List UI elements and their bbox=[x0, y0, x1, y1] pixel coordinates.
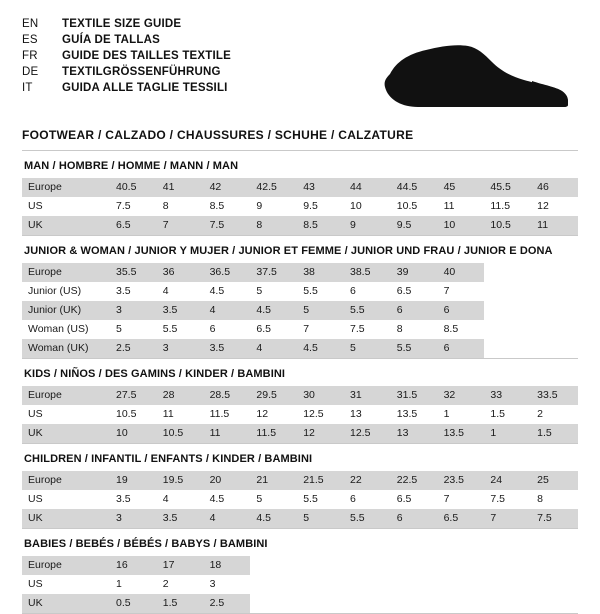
size-cell: 39 bbox=[391, 263, 438, 282]
size-cell: 33 bbox=[484, 386, 531, 405]
size-cell: 36 bbox=[157, 263, 204, 282]
size-cell: 5.5 bbox=[157, 320, 204, 339]
size-cell: 44 bbox=[344, 178, 391, 197]
size-cell: 3 bbox=[204, 575, 251, 594]
size-blocks bbox=[22, 151, 578, 614]
size-cell: 1.5 bbox=[484, 405, 531, 424]
size-cell: 1.5 bbox=[531, 424, 578, 443]
section-title: FOOTWEAR / CALZADO / CHAUSSURES / SCHUHE / CALZATURE bbox=[22, 128, 414, 142]
filler-cell bbox=[484, 320, 578, 339]
size-cell: 21 bbox=[250, 471, 297, 490]
filler-cell bbox=[484, 339, 578, 358]
size-cell: 8 bbox=[531, 490, 578, 509]
size-cell: 32 bbox=[438, 386, 485, 405]
language-row bbox=[22, 34, 231, 50]
table-row bbox=[22, 320, 578, 339]
size-cell: 5 bbox=[344, 339, 391, 358]
row-label: Junior (UK) bbox=[22, 301, 110, 320]
size-cell: 40 bbox=[438, 263, 485, 282]
size-cell: 1 bbox=[110, 575, 157, 594]
size-cell: 1 bbox=[438, 405, 485, 424]
size-table bbox=[22, 386, 578, 443]
size-cell: 5.5 bbox=[344, 301, 391, 320]
size-cell: 3.5 bbox=[157, 301, 204, 320]
row-label: UK bbox=[22, 216, 110, 235]
size-table bbox=[22, 178, 578, 235]
size-cell: 5.5 bbox=[297, 282, 344, 301]
size-block-title: BABIES / BEBÉS / BÉBÉS / BABYS / BAMBINI bbox=[24, 538, 268, 550]
size-cell: 12.5 bbox=[344, 424, 391, 443]
size-cell: 11 bbox=[438, 197, 485, 216]
size-cell: 7.5 bbox=[204, 216, 251, 235]
language-code: EN bbox=[22, 18, 39, 30]
size-cell: 31.5 bbox=[391, 386, 438, 405]
size-cell: 9.5 bbox=[391, 216, 438, 235]
language-title: GUIDE DES TAILLES TEXTILE bbox=[62, 50, 231, 62]
size-cell: 40.5 bbox=[110, 178, 157, 197]
filler-cell bbox=[484, 282, 578, 301]
language-title: TEXTILGRÖSSENFÜHRUNG bbox=[62, 66, 221, 78]
size-cell: 7.5 bbox=[110, 197, 157, 216]
size-cell: 44.5 bbox=[391, 178, 438, 197]
size-cell: 5 bbox=[250, 490, 297, 509]
size-cell: 7.5 bbox=[484, 490, 531, 509]
size-cell: 1.5 bbox=[157, 594, 204, 613]
size-cell: 6 bbox=[344, 282, 391, 301]
size-cell: 10.5 bbox=[110, 405, 157, 424]
size-cell: 12 bbox=[531, 197, 578, 216]
size-cell: 18 bbox=[204, 556, 251, 575]
size-cell: 38 bbox=[297, 263, 344, 282]
size-cell: 19 bbox=[110, 471, 157, 490]
size-cell: 46 bbox=[531, 178, 578, 197]
size-block bbox=[22, 529, 578, 614]
size-cell: 42 bbox=[204, 178, 251, 197]
size-cell: 4 bbox=[157, 282, 204, 301]
table-row bbox=[22, 216, 578, 235]
dress-shoe-icon bbox=[382, 34, 572, 112]
row-label: Junior (US) bbox=[22, 282, 110, 301]
table-row bbox=[22, 509, 578, 528]
size-cell: 6 bbox=[204, 320, 251, 339]
size-cell: 30 bbox=[297, 386, 344, 405]
row-label: Europe bbox=[22, 556, 110, 575]
size-cell: 12 bbox=[297, 424, 344, 443]
size-cell: 8.5 bbox=[297, 216, 344, 235]
size-cell: 9 bbox=[344, 216, 391, 235]
size-cell: 22 bbox=[344, 471, 391, 490]
size-cell: 5 bbox=[250, 282, 297, 301]
size-cell: 43 bbox=[297, 178, 344, 197]
size-cell: 17 bbox=[157, 556, 204, 575]
table-row bbox=[22, 471, 578, 490]
row-label: Woman (US) bbox=[22, 320, 110, 339]
size-cell: 3 bbox=[157, 339, 204, 358]
size-cell: 5 bbox=[110, 320, 157, 339]
table-row bbox=[22, 339, 578, 358]
table-row bbox=[22, 301, 578, 320]
size-cell: 2 bbox=[157, 575, 204, 594]
size-table bbox=[22, 556, 578, 613]
size-table bbox=[22, 263, 578, 358]
size-cell: 10 bbox=[344, 197, 391, 216]
filler-cell bbox=[250, 556, 578, 575]
size-cell: 7 bbox=[157, 216, 204, 235]
size-cell: 24 bbox=[484, 471, 531, 490]
size-cell: 5.5 bbox=[344, 509, 391, 528]
size-cell: 8 bbox=[157, 197, 204, 216]
size-cell: 3.5 bbox=[110, 282, 157, 301]
table-row bbox=[22, 263, 578, 282]
row-label: Europe bbox=[22, 471, 110, 490]
size-cell: 4.5 bbox=[204, 282, 251, 301]
size-cell: 11.5 bbox=[250, 424, 297, 443]
size-cell: 12 bbox=[250, 405, 297, 424]
size-cell: 3 bbox=[110, 509, 157, 528]
size-cell: 11 bbox=[204, 424, 251, 443]
size-cell: 6.5 bbox=[438, 509, 485, 528]
table-row bbox=[22, 490, 578, 509]
size-cell: 7 bbox=[484, 509, 531, 528]
size-cell: 37.5 bbox=[250, 263, 297, 282]
language-code: FR bbox=[22, 50, 38, 62]
filler-cell bbox=[484, 301, 578, 320]
size-block-title: MAN / HOMBRE / HOMME / MANN / MAN bbox=[24, 160, 239, 172]
size-cell: 45.5 bbox=[484, 178, 531, 197]
size-cell: 23.5 bbox=[438, 471, 485, 490]
size-cell: 38.5 bbox=[344, 263, 391, 282]
size-block-title: CHILDREN / INFANTIL / ENFANTS / KINDER / BAMBINI bbox=[24, 453, 313, 465]
row-label: US bbox=[22, 490, 110, 509]
size-cell: 7 bbox=[438, 282, 485, 301]
size-cell: 5.5 bbox=[391, 339, 438, 358]
size-cell: 36.5 bbox=[204, 263, 251, 282]
size-cell: 13.5 bbox=[438, 424, 485, 443]
size-cell: 4 bbox=[250, 339, 297, 358]
size-cell: 42.5 bbox=[250, 178, 297, 197]
size-cell: 25 bbox=[531, 471, 578, 490]
size-block bbox=[22, 359, 578, 444]
size-cell: 5 bbox=[297, 509, 344, 528]
size-cell: 22.5 bbox=[391, 471, 438, 490]
table-row bbox=[22, 386, 578, 405]
header bbox=[22, 18, 578, 112]
size-cell: 13 bbox=[344, 405, 391, 424]
size-cell: 6.5 bbox=[250, 320, 297, 339]
row-label: UK bbox=[22, 424, 110, 443]
size-cell: 8 bbox=[250, 216, 297, 235]
size-cell: 3.5 bbox=[204, 339, 251, 358]
size-block bbox=[22, 151, 578, 236]
size-cell: 8.5 bbox=[438, 320, 485, 339]
size-cell: 29.5 bbox=[250, 386, 297, 405]
size-cell: 13 bbox=[391, 424, 438, 443]
size-cell: 35.5 bbox=[110, 263, 157, 282]
size-cell: 1 bbox=[484, 424, 531, 443]
row-label: US bbox=[22, 405, 110, 424]
size-cell: 7 bbox=[297, 320, 344, 339]
size-cell: 5 bbox=[297, 301, 344, 320]
size-cell: 33.5 bbox=[531, 386, 578, 405]
size-cell: 28.5 bbox=[204, 386, 251, 405]
size-cell: 2.5 bbox=[204, 594, 251, 613]
size-cell: 45 bbox=[438, 178, 485, 197]
size-cell: 4 bbox=[204, 509, 251, 528]
size-cell: 4 bbox=[204, 301, 251, 320]
size-cell: 12.5 bbox=[297, 405, 344, 424]
size-cell: 11 bbox=[157, 405, 204, 424]
row-label: Europe bbox=[22, 386, 110, 405]
size-cell: 7 bbox=[438, 490, 485, 509]
table-row bbox=[22, 282, 578, 301]
language-code: DE bbox=[22, 66, 39, 78]
size-block-title: JUNIOR & WOMAN / JUNIOR Y MUJER / JUNIOR ET FEMME / JUNIOR UND FRAU / JUNIOR E DONA bbox=[24, 245, 553, 257]
row-label: Europe bbox=[22, 178, 110, 197]
size-block bbox=[22, 236, 578, 359]
row-label: UK bbox=[22, 594, 110, 613]
language-code: ES bbox=[22, 34, 38, 46]
size-cell: 10.5 bbox=[391, 197, 438, 216]
size-cell: 21.5 bbox=[297, 471, 344, 490]
size-cell: 6.5 bbox=[391, 490, 438, 509]
size-cell: 19.5 bbox=[157, 471, 204, 490]
size-cell: 3.5 bbox=[110, 490, 157, 509]
size-cell: 10 bbox=[110, 424, 157, 443]
language-title: GUÍA DE TALLAS bbox=[62, 34, 160, 46]
size-cell: 2 bbox=[531, 405, 578, 424]
size-cell: 4 bbox=[157, 490, 204, 509]
size-cell: 28 bbox=[157, 386, 204, 405]
size-block bbox=[22, 444, 578, 529]
language-title-list bbox=[22, 18, 231, 98]
size-cell: 7.5 bbox=[344, 320, 391, 339]
size-cell: 10.5 bbox=[157, 424, 204, 443]
size-cell: 6 bbox=[438, 301, 485, 320]
size-cell: 4.5 bbox=[250, 301, 297, 320]
language-row bbox=[22, 18, 231, 34]
size-cell: 5.5 bbox=[297, 490, 344, 509]
table-row bbox=[22, 197, 578, 216]
size-cell: 8.5 bbox=[204, 197, 251, 216]
size-cell: 6 bbox=[391, 509, 438, 528]
size-cell: 11 bbox=[531, 216, 578, 235]
language-code: IT bbox=[22, 82, 33, 94]
size-cell: 6 bbox=[438, 339, 485, 358]
size-cell: 13.5 bbox=[391, 405, 438, 424]
size-cell: 11.5 bbox=[484, 197, 531, 216]
row-label: US bbox=[22, 197, 110, 216]
size-cell: 4.5 bbox=[297, 339, 344, 358]
size-cell: 9.5 bbox=[297, 197, 344, 216]
row-label: UK bbox=[22, 509, 110, 528]
size-cell: 6.5 bbox=[391, 282, 438, 301]
filler-cell bbox=[250, 594, 578, 613]
size-cell: 10 bbox=[438, 216, 485, 235]
table-row bbox=[22, 575, 578, 594]
size-cell: 20 bbox=[204, 471, 251, 490]
language-title: TEXTILE SIZE GUIDE bbox=[62, 18, 182, 30]
table-row bbox=[22, 594, 578, 613]
table-row bbox=[22, 424, 578, 443]
size-cell: 3 bbox=[110, 301, 157, 320]
size-cell: 2.5 bbox=[110, 339, 157, 358]
size-cell: 7.5 bbox=[531, 509, 578, 528]
size-cell: 0.5 bbox=[110, 594, 157, 613]
size-cell: 41 bbox=[157, 178, 204, 197]
language-title: GUIDA ALLE TAGLIE TESSILI bbox=[62, 82, 228, 94]
size-cell: 27.5 bbox=[110, 386, 157, 405]
size-cell: 4.5 bbox=[204, 490, 251, 509]
language-row bbox=[22, 50, 231, 66]
table-row bbox=[22, 405, 578, 424]
filler-cell bbox=[484, 263, 578, 282]
size-cell: 8 bbox=[391, 320, 438, 339]
table-row bbox=[22, 556, 578, 575]
row-label: US bbox=[22, 575, 110, 594]
size-block-title: KIDS / NIÑOS / DES GAMINS / KINDER / BAMBINI bbox=[24, 368, 286, 380]
size-cell: 6 bbox=[391, 301, 438, 320]
size-table bbox=[22, 471, 578, 528]
filler-cell bbox=[250, 575, 578, 594]
row-label: Europe bbox=[22, 263, 110, 282]
size-cell: 9 bbox=[250, 197, 297, 216]
table-row bbox=[22, 178, 578, 197]
size-cell: 4.5 bbox=[250, 509, 297, 528]
size-cell: 31 bbox=[344, 386, 391, 405]
language-row bbox=[22, 66, 231, 82]
size-cell: 6.5 bbox=[110, 216, 157, 235]
size-cell: 3.5 bbox=[157, 509, 204, 528]
language-row bbox=[22, 82, 231, 98]
size-cell: 11.5 bbox=[204, 405, 251, 424]
size-cell: 16 bbox=[110, 556, 157, 575]
row-label: Woman (UK) bbox=[22, 339, 110, 358]
size-cell: 10.5 bbox=[484, 216, 531, 235]
size-cell: 6 bbox=[344, 490, 391, 509]
